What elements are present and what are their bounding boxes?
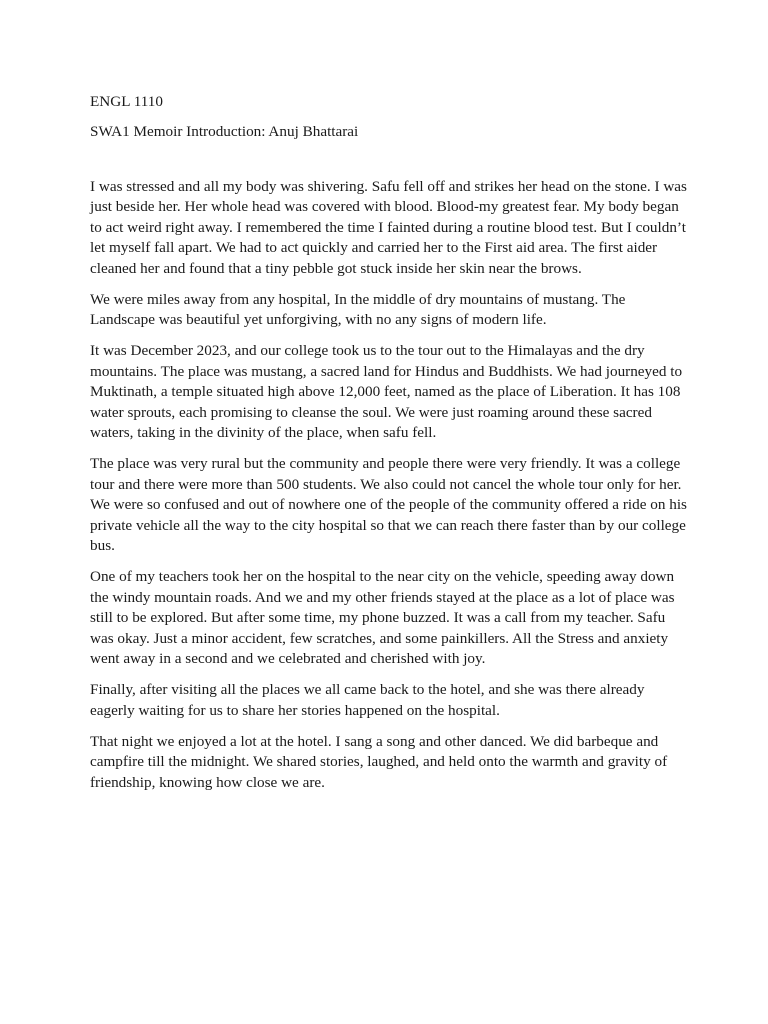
paragraph-5: One of my teachers took her on the hospital to the near city on the vehicle, speeding away down the windy mountain roads. And we and my other friends stayed at the place as a lot of place was still to be explored. But after some time, my phone buzzed. It was a call from my teacher. Safu was okay. Just a minor accident, few scratches, and some painkillers. All the Stress and anxiety went away in a second and we celebrated and cherished with joy. [90, 568, 675, 667]
paragraph-4: The place was very rural but the community and people there were very friendly. It was a college tour and there were more than 500 students. We also could not cancel the whole tour only for her. We were so confused and out of nowhere one of the people of the community offered a ride on his private vehicle all the way to the city hospital so that we can reach there faster than by our college bus. [90, 455, 687, 554]
paragraph-6: Finally, after visiting all the places we all came back to the hotel, and she was there already eagerly waiting for us to share her stories happened on the hospital. [90, 681, 645, 719]
paragraph-3: It was December 2023, and our college took us to the tour out to the Himalayas and the dry mountains. The place was mustang, a sacred land for Hindus and Buddhists. We had journeyed to Muktinath, a temple situated high above 12,000 feet, named as the place of Liberation. It has 108 water sprouts, each promising to cleanse the soul. We were just roaming around these sacred waters, taking in the divinity of the place, when safu fell. [90, 342, 683, 441]
paragraph-1: I was stressed and all my body was shivering. Safu fell off and strikes her head on the stone. I was just beside her. Her whole head was covered with blood. Blood-my greatest fear. My body began to act weird right away. I remembered the time I fainted during a routine blood test. But I couldn’t let myself fall apart. We had to act quickly and carried her to the First aid area. The first aider cleaned her and found that a tiny pebble got stuck inside her skin near the brows. [90, 177, 687, 277]
course-code: ENGL 1110 [90, 93, 163, 110]
assignment-title: SWA1 Memoir Introduction: Anuj Bhattarai [90, 123, 359, 140]
memoir-body [90, 177, 690, 794]
paragraph-7: That night we enjoyed a lot at the hotel. I sang a song and other danced. We did barbeque and campfire till the midnight. We shared stories, laughed, and held onto the warmth and gravity of friendship, knowing how close we are. [90, 732, 668, 791]
document-page [90, 92, 690, 804]
paragraph-2: We were miles away from any hospital, In the middle of dry mountains of mustang. The Landscape was beautiful yet unforgiving, with no any signs of modern life. [90, 290, 626, 328]
